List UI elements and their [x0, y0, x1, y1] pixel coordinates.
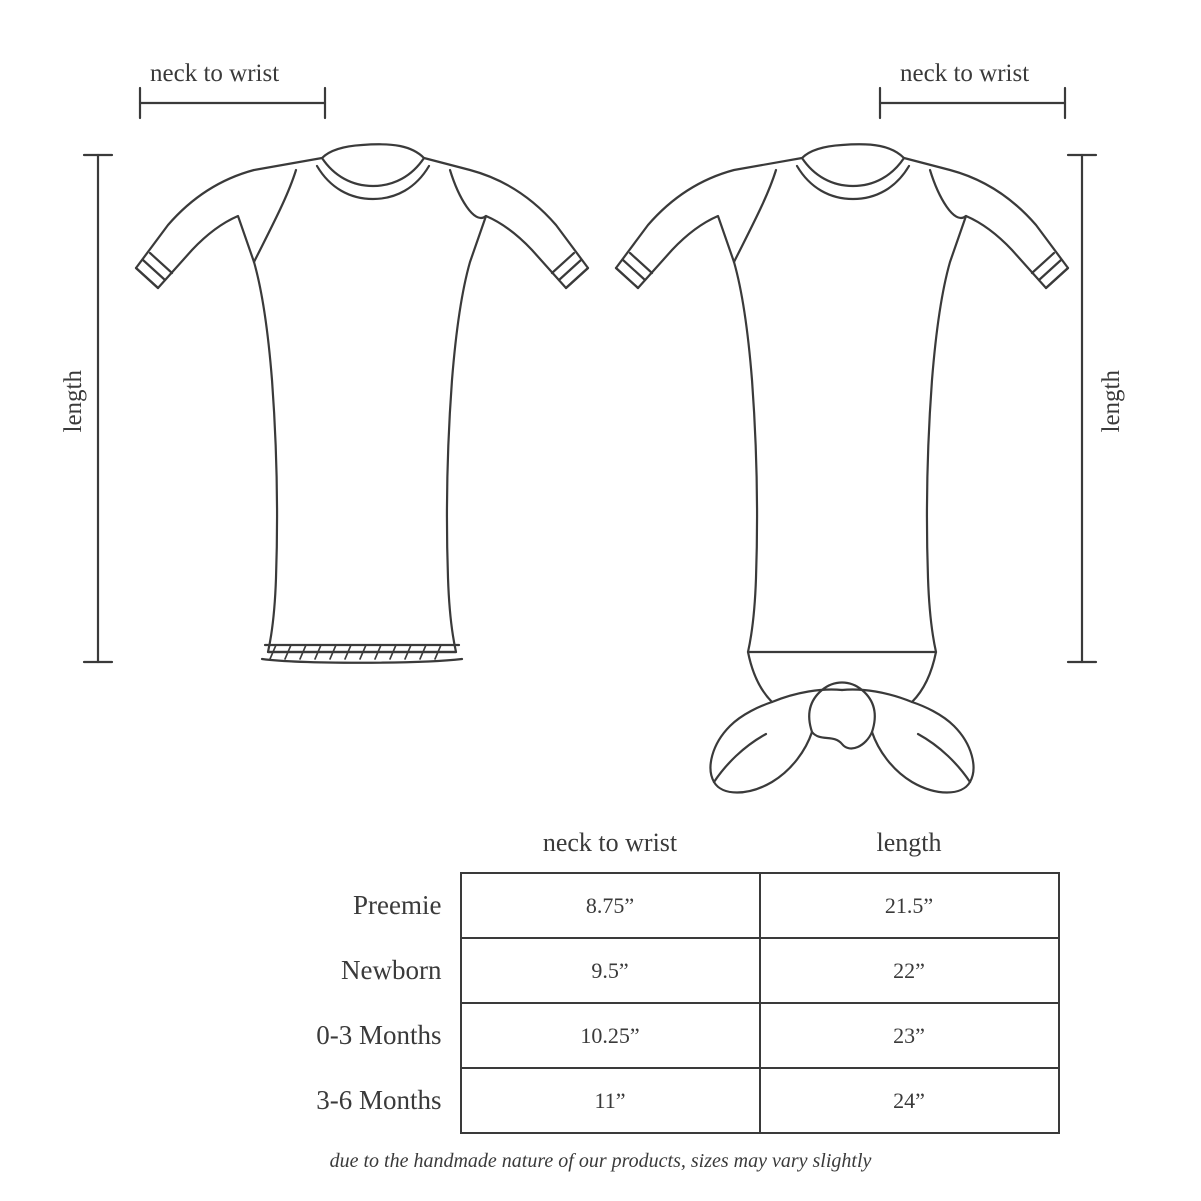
- footnote: due to the handmade nature of our products, sizes may vary slightly: [329, 1150, 872, 1172]
- size-table-container: [0, 820, 1201, 1134]
- table-row: [142, 1003, 1059, 1068]
- row-header-preemie: Preemie: [353, 890, 442, 920]
- cell-newborn-neck-to-wrist: 9.5”: [461, 938, 760, 1003]
- table-header-row: [142, 820, 1059, 873]
- cell-preemie-neck-to-wrist: 8.75”: [461, 873, 760, 938]
- left-length-guide: [84, 155, 112, 662]
- label-neck-to-wrist-left: neck to wrist: [150, 60, 280, 87]
- gown-elastic-hem: [136, 144, 588, 662]
- cell-3-6-months-neck-to-wrist: 11”: [461, 1068, 760, 1133]
- left-neck-to-wrist-guide: [140, 88, 325, 118]
- row-header-0-3-months: 0-3 Months: [316, 1020, 442, 1050]
- label-neck-to-wrist-right: neck to wrist: [900, 60, 1030, 87]
- cell-0-3-months-neck-to-wrist: 10.25”: [461, 1003, 760, 1068]
- row-header-newborn: Newborn: [341, 955, 442, 985]
- table-row: [142, 938, 1059, 1003]
- right-neck-to-wrist-guide: [880, 88, 1065, 118]
- table-row: [142, 1068, 1059, 1133]
- table-row: [142, 873, 1059, 938]
- cell-preemie-length: 21.5”: [760, 873, 1059, 938]
- right-length-guide: [1068, 155, 1096, 662]
- label-length-left: length: [60, 370, 87, 433]
- column-header-neck-to-wrist: neck to wrist: [542, 828, 678, 857]
- size-table: [142, 820, 1060, 1134]
- cell-newborn-length: 22”: [760, 938, 1059, 1003]
- gown-knotted-hem: [616, 144, 1068, 792]
- cell-3-6-months-length: 24”: [760, 1068, 1059, 1133]
- label-length-right: length: [1098, 370, 1125, 433]
- column-header-length: length: [876, 828, 942, 857]
- cell-0-3-months-length: 23”: [760, 1003, 1059, 1068]
- table-corner-cell: [142, 820, 461, 873]
- row-header-3-6-months: 3-6 Months: [316, 1085, 442, 1115]
